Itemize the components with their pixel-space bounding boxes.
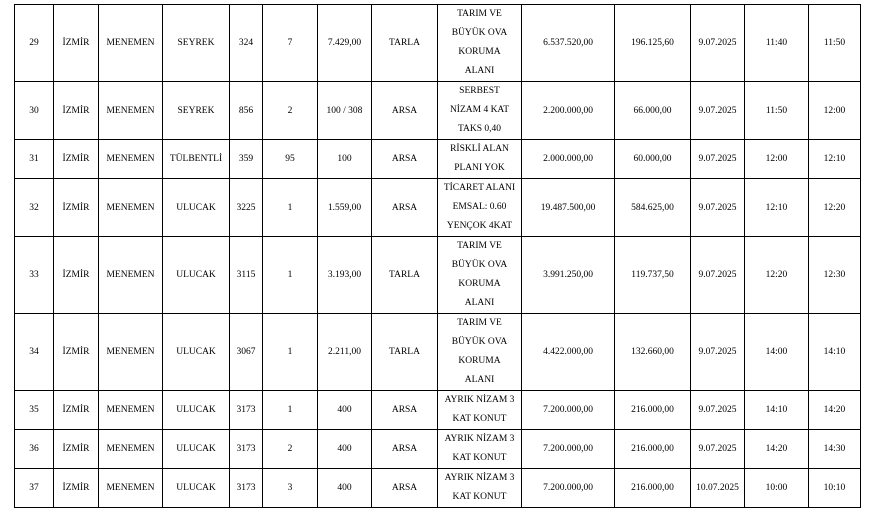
zoning-line: TAKS 0,40	[457, 124, 502, 134]
parcel-cell: 95	[263, 140, 318, 179]
neighborhood-cell: ULUCAK	[163, 430, 230, 469]
zoning-line: ALANI	[464, 298, 495, 308]
zoning-line: AYRIK NİZAM 3	[444, 434, 515, 444]
district-cell: MENEMEN	[99, 5, 163, 82]
area-cell: 2.211,00	[318, 314, 372, 391]
province-cell: İZMİR	[54, 314, 99, 391]
zoning-line: TARIM VE	[457, 318, 502, 328]
estimated-value-cell: 7.200.000,00	[522, 469, 615, 508]
property-type-cell: TARLA	[372, 237, 438, 314]
table-row	[15, 391, 861, 430]
zoning-line: YENÇOK 4KAT	[446, 221, 513, 231]
zoning-line: RİSKLİ ALAN	[450, 144, 509, 154]
start-time-cell: 12:00	[745, 140, 809, 179]
deposit-cell: 216.000,00	[615, 430, 691, 469]
zoning-cell	[438, 82, 522, 140]
neighborhood-cell: TÜLBENTLİ	[163, 140, 230, 179]
district-cell: MENEMEN	[99, 237, 163, 314]
neighborhood-cell: ULUCAK	[163, 237, 230, 314]
date-cell: 10.07.2025	[691, 469, 745, 508]
row-number-cell: 30	[15, 82, 54, 140]
parcel-cell: 1	[263, 237, 318, 314]
deposit-cell: 196.125,60	[615, 5, 691, 82]
zoning-line: BÜYÜK OVA	[451, 260, 508, 270]
neighborhood-cell: ULUCAK	[163, 469, 230, 508]
zoning-cell	[438, 5, 522, 82]
end-time-cell: 10:10	[809, 469, 861, 508]
province-cell: İZMİR	[54, 391, 99, 430]
estimated-value-cell: 3.991.250,00	[522, 237, 615, 314]
end-time-cell: 12:20	[809, 179, 861, 237]
property-type-cell: ARSA	[372, 82, 438, 140]
area-cell: 100	[318, 140, 372, 179]
end-time-cell: 12:00	[809, 82, 861, 140]
deposit-cell: 119.737,50	[615, 237, 691, 314]
zoning-line: KAT KONUT	[452, 414, 507, 424]
zoning-line: SERBEST	[459, 86, 500, 96]
block-cell: 3173	[230, 469, 263, 508]
deposit-cell: 216.000,00	[615, 391, 691, 430]
neighborhood-cell: SEYREK	[163, 82, 230, 140]
zoning-line: TİCARET ALANI	[443, 183, 516, 193]
deposit-cell: 66.000,00	[615, 82, 691, 140]
estimated-value-cell: 4.422.000,00	[522, 314, 615, 391]
zoning-line: ALANI	[464, 375, 495, 385]
table-body	[15, 5, 861, 508]
date-cell: 9.07.2025	[691, 237, 745, 314]
parcel-cell: 7	[263, 5, 318, 82]
table-row	[15, 140, 861, 179]
district-cell: MENEMEN	[99, 391, 163, 430]
block-cell: 3173	[230, 391, 263, 430]
date-cell: 9.07.2025	[691, 179, 745, 237]
row-number-cell: 36	[15, 430, 54, 469]
table-row	[15, 469, 861, 508]
end-time-cell: 14:10	[809, 314, 861, 391]
zoning-line: NİZAM 4 KAT	[449, 105, 510, 115]
area-cell: 400	[318, 430, 372, 469]
date-cell: 9.07.2025	[691, 82, 745, 140]
property-type-cell: ARSA	[372, 140, 438, 179]
province-cell: İZMİR	[54, 430, 99, 469]
start-time-cell: 11:40	[745, 5, 809, 82]
estimated-value-cell: 2.200.000,00	[522, 82, 615, 140]
start-time-cell: 14:20	[745, 430, 809, 469]
row-number-cell: 37	[15, 469, 54, 508]
block-cell: 3173	[230, 430, 263, 469]
end-time-cell: 12:30	[809, 237, 861, 314]
province-cell: İZMİR	[54, 5, 99, 82]
deposit-cell: 60.000,00	[615, 140, 691, 179]
property-type-cell: TARLA	[372, 5, 438, 82]
zoning-cell	[438, 237, 522, 314]
area-cell: 1.559,00	[318, 179, 372, 237]
date-cell: 9.07.2025	[691, 314, 745, 391]
zoning-line: BÜYÜK OVA	[451, 28, 508, 38]
parcel-cell: 1	[263, 314, 318, 391]
start-time-cell: 14:10	[745, 391, 809, 430]
zoning-line: PLANI YOK	[454, 163, 505, 173]
end-time-cell: 14:20	[809, 391, 861, 430]
area-cell: 7.429,00	[318, 5, 372, 82]
row-number-cell: 34	[15, 314, 54, 391]
zoning-cell	[438, 391, 522, 430]
estimated-value-cell: 19.487.500,00	[522, 179, 615, 237]
row-number-cell: 35	[15, 391, 54, 430]
table-row	[15, 314, 861, 391]
estimated-value-cell: 7.200.000,00	[522, 391, 615, 430]
parcel-cell: 2	[263, 430, 318, 469]
deposit-cell: 132.660,00	[615, 314, 691, 391]
row-number-cell: 31	[15, 140, 54, 179]
estimated-value-cell: 7.200.000,00	[522, 430, 615, 469]
row-number-cell: 29	[15, 5, 54, 82]
property-type-cell: ARSA	[372, 469, 438, 508]
neighborhood-cell: ULUCAK	[163, 391, 230, 430]
district-cell: MENEMEN	[99, 82, 163, 140]
parcel-cell: 3	[263, 469, 318, 508]
block-cell: 324	[230, 5, 263, 82]
date-cell: 9.07.2025	[691, 430, 745, 469]
block-cell: 359	[230, 140, 263, 179]
end-time-cell: 12:10	[809, 140, 861, 179]
block-cell: 3115	[230, 237, 263, 314]
province-cell: İZMİR	[54, 237, 99, 314]
date-cell: 9.07.2025	[691, 5, 745, 82]
parcel-cell: 1	[263, 391, 318, 430]
area-cell: 400	[318, 391, 372, 430]
province-cell: İZMİR	[54, 82, 99, 140]
zoning-line: BÜYÜK OVA	[451, 337, 508, 347]
row-number-cell: 32	[15, 179, 54, 237]
zoning-line: KORUMA	[458, 279, 501, 289]
property-type-cell: TARLA	[372, 314, 438, 391]
estimated-value-cell: 6.537.520,00	[522, 5, 615, 82]
neighborhood-cell: SEYREK	[163, 5, 230, 82]
zoning-line: KORUMA	[458, 356, 501, 366]
zoning-line: TARIM VE	[457, 9, 502, 19]
district-cell: MENEMEN	[99, 430, 163, 469]
start-time-cell: 14:00	[745, 314, 809, 391]
zoning-cell	[438, 179, 522, 237]
end-time-cell: 11:50	[809, 5, 861, 82]
start-time-cell: 11:50	[745, 82, 809, 140]
zoning-line: AYRIK NİZAM 3	[444, 395, 515, 405]
table-row	[15, 179, 861, 237]
district-cell: MENEMEN	[99, 140, 163, 179]
property-type-cell: ARSA	[372, 391, 438, 430]
province-cell: İZMİR	[54, 140, 99, 179]
block-cell: 3225	[230, 179, 263, 237]
district-cell: MENEMEN	[99, 469, 163, 508]
province-cell: İZMİR	[54, 469, 99, 508]
parcel-cell: 2	[263, 82, 318, 140]
area-cell: 100 / 308	[318, 82, 372, 140]
estimated-value-cell: 2.000.000,00	[522, 140, 615, 179]
zoning-line: EMSAL: 0.60	[452, 202, 507, 212]
zoning-line: KAT KONUT	[452, 492, 507, 502]
zoning-cell	[438, 140, 522, 179]
deposit-cell: 584.625,00	[615, 179, 691, 237]
neighborhood-cell: ULUCAK	[163, 314, 230, 391]
table-row	[15, 430, 861, 469]
table-row	[15, 5, 861, 82]
block-cell: 856	[230, 82, 263, 140]
district-cell: MENEMEN	[99, 179, 163, 237]
province-cell: İZMİR	[54, 179, 99, 237]
parcel-cell: 1	[263, 179, 318, 237]
zoning-cell	[438, 469, 522, 508]
start-time-cell: 12:10	[745, 179, 809, 237]
district-cell: MENEMEN	[99, 314, 163, 391]
zoning-cell	[438, 430, 522, 469]
zoning-line: ALANI	[464, 66, 495, 76]
neighborhood-cell: ULUCAK	[163, 179, 230, 237]
date-cell: 9.07.2025	[691, 391, 745, 430]
property-type-cell: ARSA	[372, 179, 438, 237]
zoning-line: KAT KONUT	[452, 453, 507, 463]
table-row	[15, 82, 861, 140]
property-type-cell: ARSA	[372, 430, 438, 469]
area-cell: 400	[318, 469, 372, 508]
zoning-line: TARIM VE	[457, 241, 502, 251]
zoning-cell	[438, 314, 522, 391]
start-time-cell: 12:20	[745, 237, 809, 314]
parcel-auction-table	[14, 4, 861, 508]
zoning-line: AYRIK NİZAM 3	[444, 473, 515, 483]
start-time-cell: 10:00	[745, 469, 809, 508]
row-number-cell: 33	[15, 237, 54, 314]
block-cell: 3067	[230, 314, 263, 391]
end-time-cell: 14:30	[809, 430, 861, 469]
area-cell: 3.193,00	[318, 237, 372, 314]
date-cell: 9.07.2025	[691, 140, 745, 179]
table-row	[15, 237, 861, 314]
zoning-line: KORUMA	[458, 47, 501, 57]
deposit-cell: 216.000,00	[615, 469, 691, 508]
